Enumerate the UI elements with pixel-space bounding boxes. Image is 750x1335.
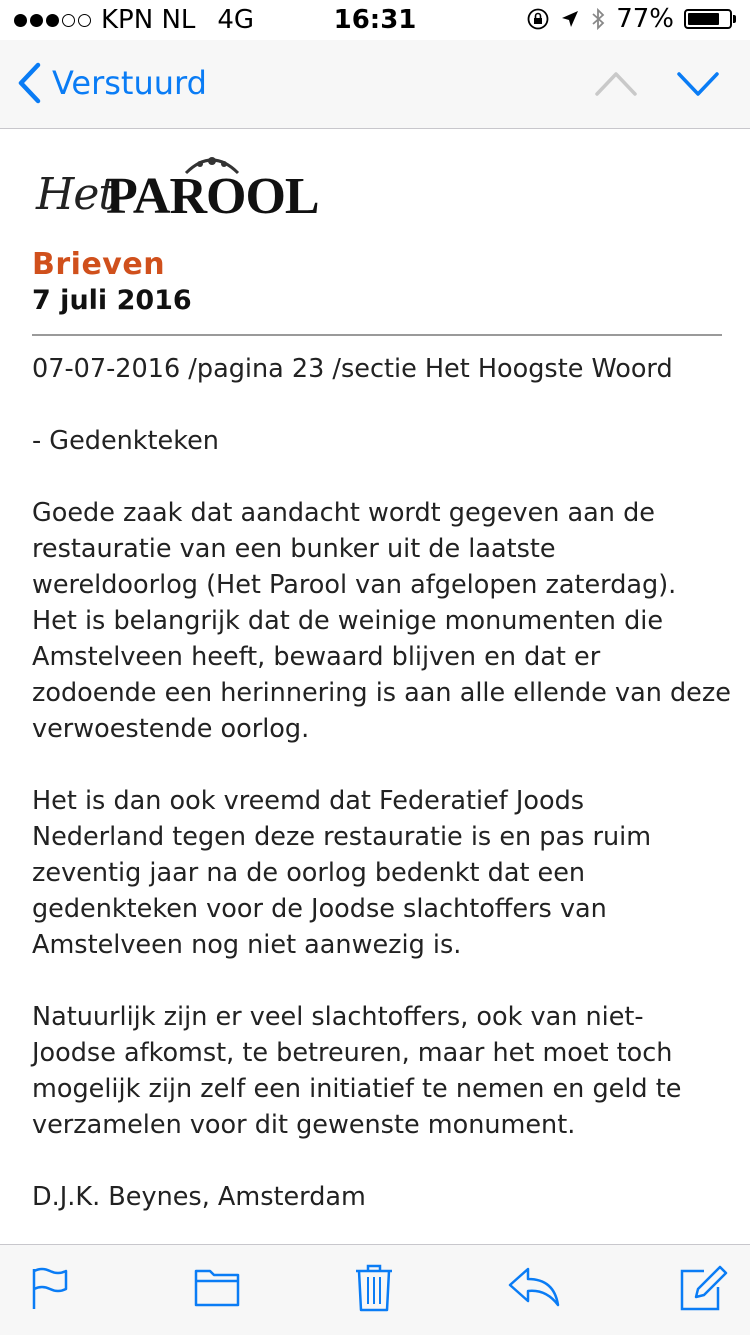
previous-message-button[interactable] — [594, 66, 638, 100]
article-date: 7 juli 2016 — [32, 285, 192, 316]
bluetooth-icon — [590, 7, 606, 31]
het-parool-logo — [36, 153, 326, 223]
article-paragraph: Goede zaak dat aandacht wordt gegeven aan de restauratie van een bunker uit de laatste wereldoorlog (Het Parool van afgelopen zaterdag). Het is belangrijk dat de weinige monumenten die Amstelveen heeft, bewaard blijven en dat er zodoende een herinnering is aan alle ellende van deze verwoestende oorlog. — [32, 498, 731, 744]
network-type: 4G — [217, 5, 255, 35]
compose-icon[interactable] — [678, 1263, 728, 1311]
flag-icon[interactable] — [30, 1265, 70, 1311]
status-right — [526, 4, 736, 34]
article-meta: 07-07-2016 /pagina 23 /sectie Het Hoogste Woord — [32, 354, 673, 384]
article-paragraph: Natuurlijk zijn er veel slachtoffers, ook van niet- Joodse afkomst, te betreuren, maar het moet toch mogelijk zijn zelf een initiatief te nemen en geld te verzamelen voor dit gewenste monument. — [32, 1002, 682, 1140]
status-time: 16:31 — [333, 5, 417, 35]
battery-percentage: 77% — [616, 4, 674, 34]
article-signature: D.J.K. Beynes, Amsterdam — [32, 1182, 366, 1212]
back-button[interactable] — [16, 62, 207, 104]
back-button-label: Verstuurd — [52, 64, 207, 102]
article-paragraph: Het is dan ook vreemd dat Federatief Joods Nederland tegen deze restauratie is en pas ruim zeventig jaar na de oorlog bedenkt dat een gedenkteken voor de Joodse slachtoffers van Amstelveen nog niet aanwezig is. — [32, 786, 652, 960]
lock-rotation-icon — [526, 7, 550, 31]
battery-fill — [688, 13, 719, 25]
status-bar — [0, 0, 750, 40]
divider — [32, 334, 722, 336]
logo-het: Het — [36, 169, 116, 220]
carrier-name: KPN NL — [101, 5, 196, 35]
bottom-toolbar — [0, 1244, 750, 1335]
folder-icon[interactable] — [194, 1265, 240, 1307]
chevron-left-icon — [16, 62, 42, 104]
article-text — [32, 351, 732, 1251]
reply-icon[interactable] — [506, 1265, 560, 1309]
trash-icon[interactable] — [354, 1263, 394, 1313]
section-title: Brieven — [32, 247, 166, 282]
logo-parool: PAROOL — [106, 168, 319, 225]
battery-icon — [684, 9, 736, 29]
location-arrow-icon — [560, 9, 580, 29]
article-heading: - Gedenkteken — [32, 426, 219, 456]
nav-bar — [0, 40, 750, 129]
next-message-button[interactable] — [676, 66, 720, 100]
